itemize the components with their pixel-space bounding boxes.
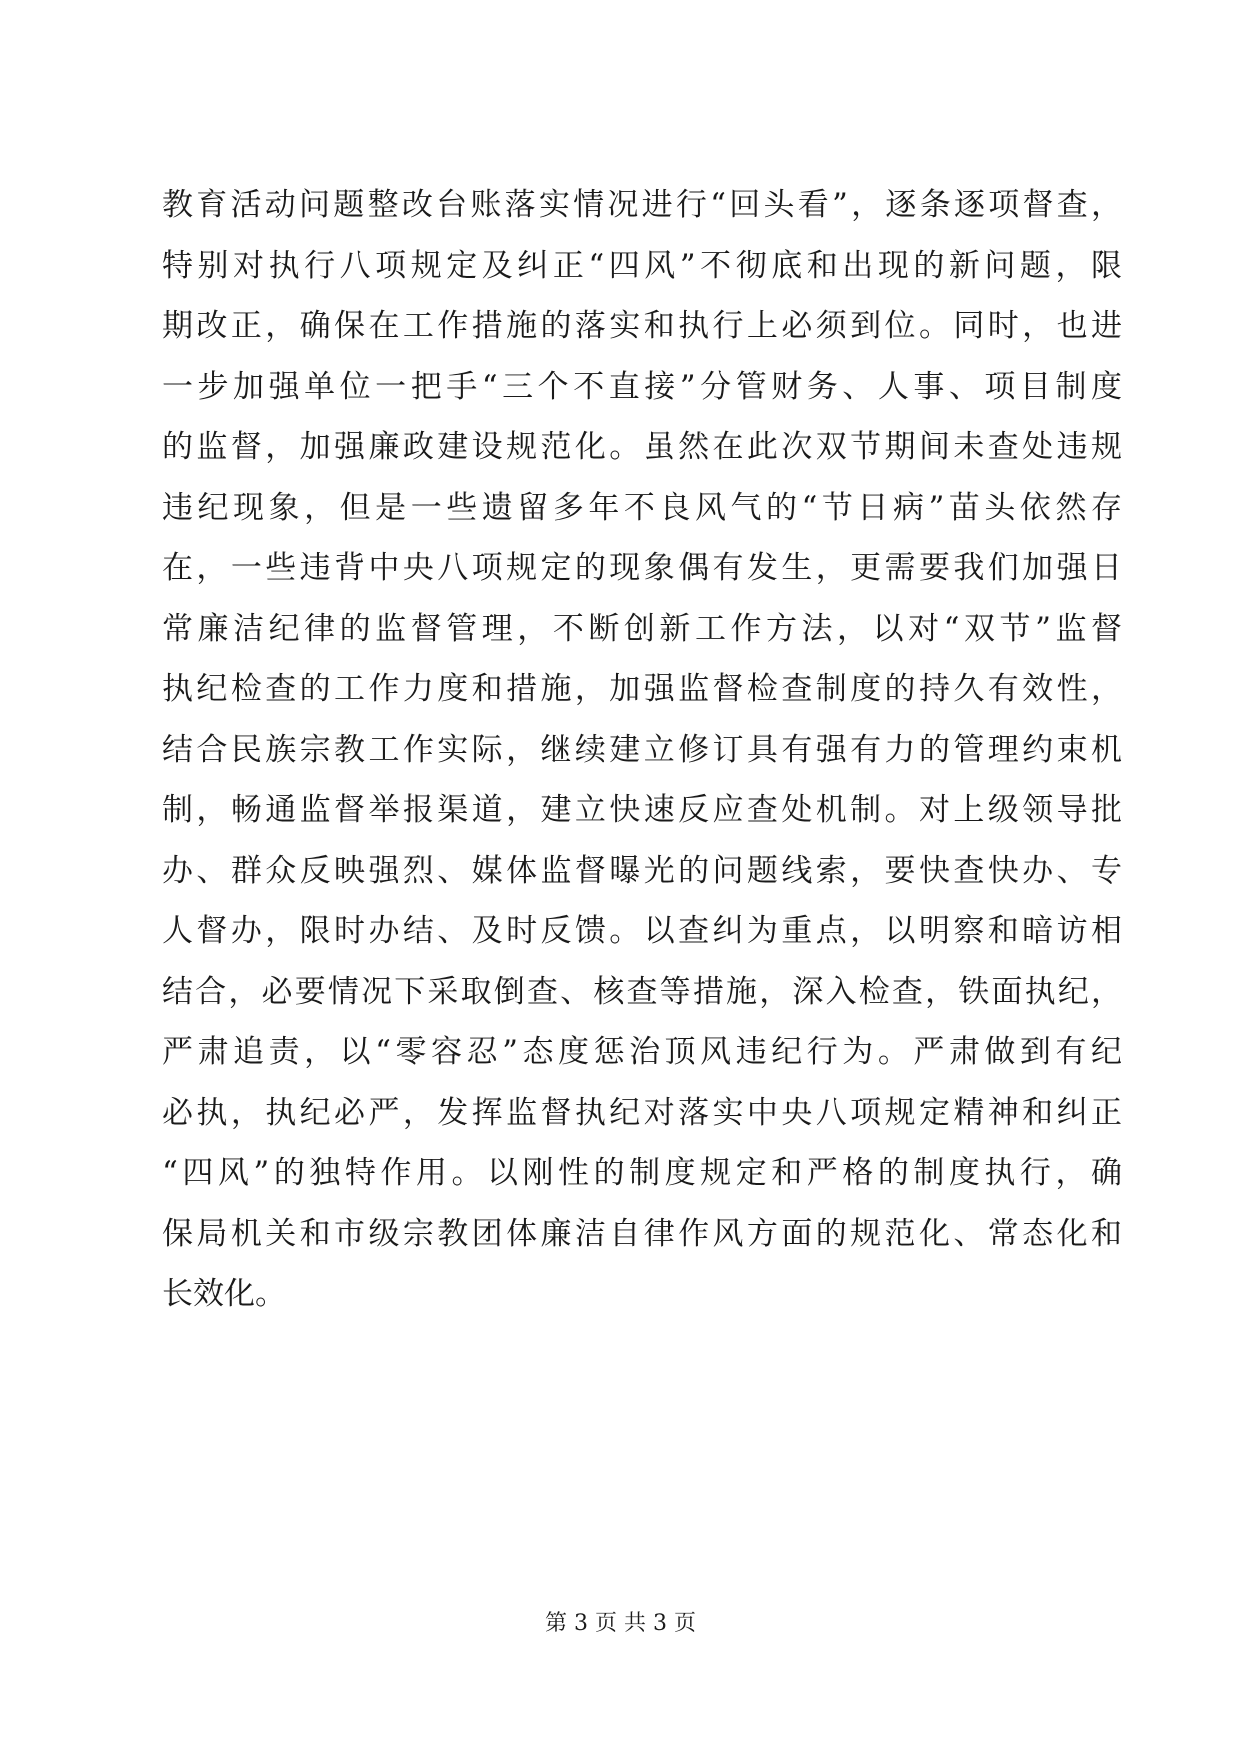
- text-line: 期改正，确保在工作措施的落实和执行上必须到位。同时，也进: [162, 308, 1122, 344]
- text-line: 人督办，限时办结、及时反馈。以查纠为重点，以明察和暗访相: [162, 913, 1122, 949]
- text-line: 长效化。: [162, 1276, 286, 1312]
- text-line: 的监督，加强廉政建设规范化。虽然在此次双节期间未查处违规: [162, 429, 1122, 465]
- text-line: 保局机关和市级宗教团体廉洁自律作风方面的规范化、常态化和: [162, 1215, 1122, 1252]
- text-line: 特别对执行八项规定及纠正“四风”不彻底和出现的新问题，限: [162, 247, 1122, 284]
- body-paragraph: [162, 175, 1122, 1325]
- text-line: 常廉洁纪律的监督管理，不断创新工作方法，以对“双节”监督: [162, 610, 1122, 647]
- text-line: 执纪检查的工作力度和措施，加强监督检查制度的持久有效性，: [162, 671, 1122, 707]
- text-line: 制，畅通监督举报渠道，建立快速反应查处机制。对上级领导批: [162, 792, 1122, 828]
- text-line: 在，一些违背中央八项规定的现象偶有发生，更需要我们加强日: [162, 550, 1122, 586]
- text-line: 结合民族宗教工作实际，继续建立修订具有强有力的管理约束机: [162, 731, 1122, 768]
- text-line: 违纪现象，但是一些遗留多年不良风气的“节日病”苗头依然存: [162, 489, 1122, 526]
- text-line: 教育活动问题整改台账落实情况进行“回头看”，逐条逐项督查，: [162, 187, 1122, 223]
- text-line: 结合，必要情况下采取倒查、核查等措施，深入检查，铁面执纪，: [162, 973, 1122, 1010]
- text-line: “四风”的独特作用。以刚性的制度规定和严格的制度执行，确: [162, 1155, 1122, 1191]
- page-number-footer: 第 3 页 共 3 页: [545, 1611, 696, 1636]
- text-line: 办、群众反映强烈、媒体监督曝光的问题线索，要快查快办、专: [162, 852, 1122, 889]
- text-line: 严肃追责，以“零容忍”态度惩治顶风违纪行为。严肃做到有纪: [162, 1034, 1122, 1070]
- text-line: 必执，执纪必严，发挥监督执纪对落实中央八项规定精神和纠正: [162, 1094, 1122, 1131]
- text-line: 一步加强单位一把手“三个不直接”分管财务、人事、项目制度: [162, 368, 1122, 405]
